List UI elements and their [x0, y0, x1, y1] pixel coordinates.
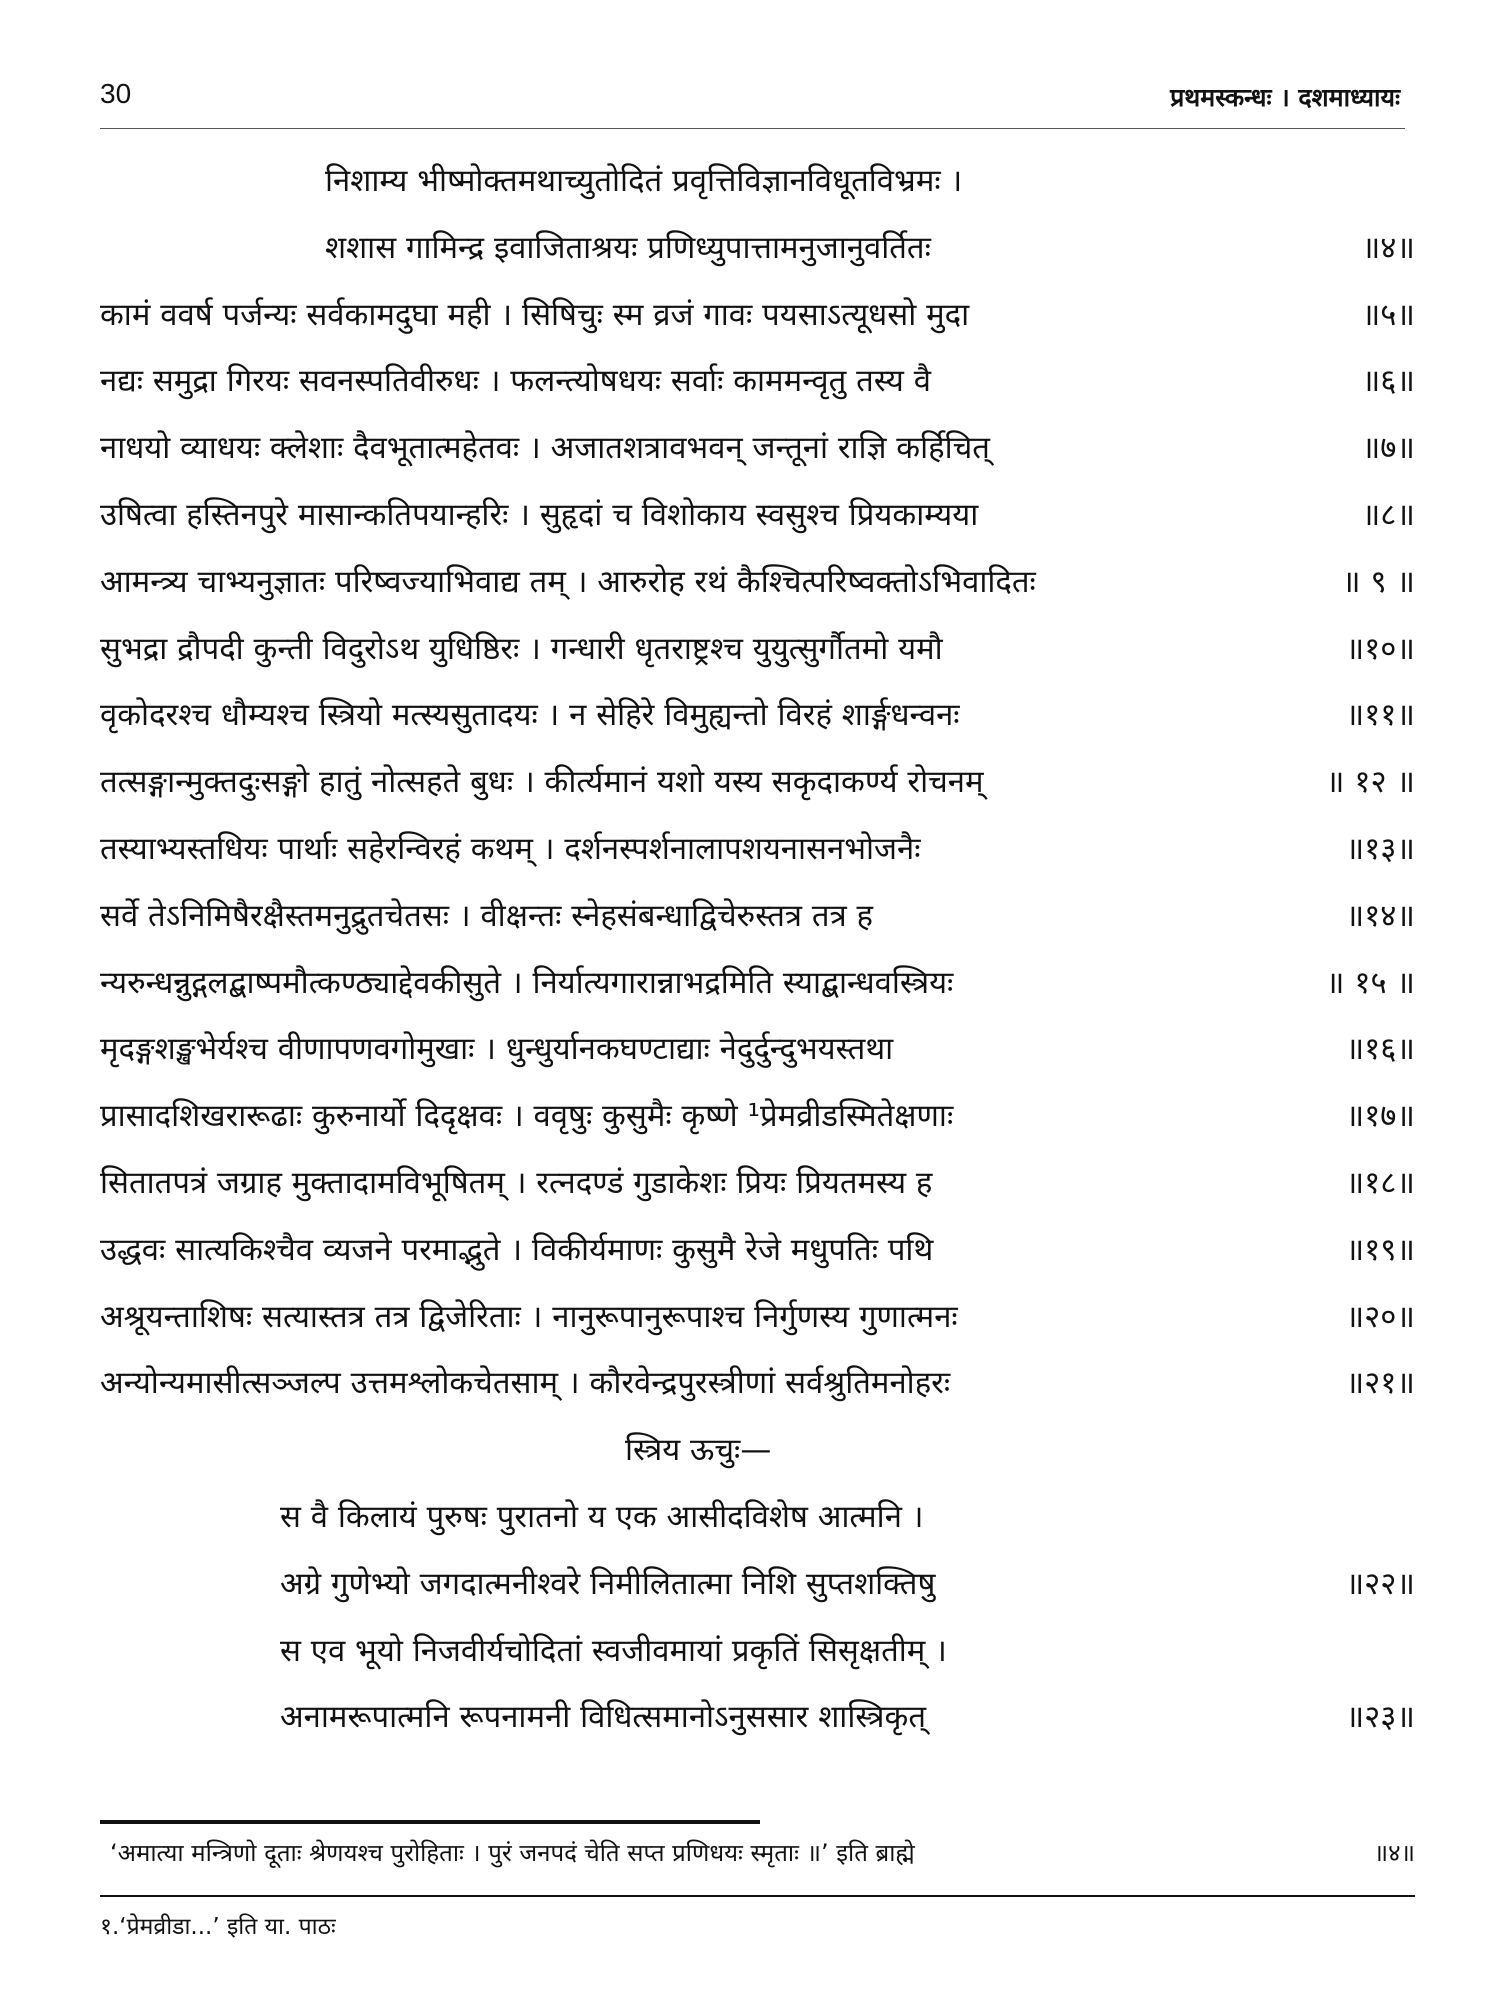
verse-text: सर्वे तेऽनिमिषैरक्षैस्तमनुद्रुतचेतसः । वीक्षन्तः स्नेहसंबन्धाद्विचेरुस्तत्र तत्र ह	[100, 897, 873, 934]
footnote-quote	[110, 1830, 1415, 1876]
stuti-line	[100, 1618, 1415, 1685]
verse-line	[100, 282, 1415, 349]
verse-text: सितातपत्रं जग्राह मुक्तादामविभूषितम् । रत्नदण्डं गुडाकेशः प्रियः प्रियतमस्य ह	[100, 1164, 933, 1201]
verse-text: स वै किलायं पुरुषः पुरातनो य एक आसीदविशेष आत्मनि ।	[280, 1498, 924, 1535]
verse-line	[100, 549, 1415, 616]
verse-line	[100, 1083, 1415, 1150]
verse-number: ॥५॥	[1361, 296, 1415, 333]
verse-number: ॥१०॥	[1345, 630, 1415, 667]
verse-text: तत्सङ्गान्मुक्तदुःसङ्गो हातुं नोत्सहते बुधः । कीर्त्यमानं यशो यस्य सकृदाकर्ण्य रोचनम्	[100, 764, 984, 801]
speaker-text: स्त्रिय ऊचुः—	[625, 1432, 772, 1469]
verse-text: मृदङ्गशङ्खभेर्यश्च वीणापणवगोमुखाः । धुन्धुर्यानकघण्टाद्याः नेदुर्दुन्दुभयस्तथा	[100, 1031, 894, 1068]
verse-line	[100, 816, 1415, 883]
verse-number: ॥ १२ ॥	[1325, 764, 1415, 801]
verse-number: ॥११॥	[1345, 697, 1415, 734]
verse-number: ॥१४॥	[1345, 897, 1415, 934]
footnote-text: ‘अमात्या मन्त्रिणो दूताः श्रेणयश्च पुरोहिताः । पुरं जनपदं चेति सप्त प्रणिधयः स्मृताः ॥’ इति ब्राह्मे	[110, 1839, 915, 1867]
verse-line	[100, 1350, 1415, 1417]
verse-text: वृकोदरश्च धौम्यश्च स्त्रियो मत्स्यसुतादयः । न सेहिरे विमुह्यन्तो विरहं शार्ङ्गधन्वनः	[100, 697, 960, 734]
verse-line	[100, 1284, 1415, 1351]
verse-line	[100, 482, 1415, 549]
verse-line	[100, 950, 1415, 1017]
verse-line	[100, 148, 1415, 215]
footnote-rule-short	[100, 1820, 760, 1824]
verse-text: तस्याभ्यस्तधियः पार्थाः सहेरन्विरहं कथम् । दर्शनस्पर्शनालापशयनासनभोजनैः	[100, 830, 921, 867]
verse-number: ॥६॥	[1361, 363, 1415, 400]
verse-number: ॥२०॥	[1345, 1298, 1415, 1335]
verse-number: ॥४॥	[1361, 229, 1415, 266]
verse-text: अग्रे गुणेभ्यो जगदात्मनीश्वरे निमीलितात्मा निशि सुप्तशक्तिषु	[280, 1565, 936, 1602]
verse-number: ॥१६॥	[1345, 1031, 1415, 1068]
verse-text: निशाम्य भीष्मोक्तमथाच्युतोदितं प्रवृत्तिविज्ञानविधूतविभ्रमः ।	[325, 163, 963, 199]
verse-text: अनामरूपात्मनि रूपनामनी विधित्समानोऽनुससार शास्त्रिकृत्	[280, 1699, 926, 1736]
verse-number: ॥२३॥	[1345, 1699, 1415, 1736]
page-number: 30	[100, 78, 132, 109]
verse-text: अन्योन्यमासीत्सञ्जल्प उत्तमश्लोकचेतसाम् । कौरवेन्द्रपुरस्त्रीणां सर्वश्रुतिमनोहरः	[100, 1365, 951, 1402]
verse-text: सुभद्रा द्रौपदी कुन्ती विदुरोऽथ युधिष्ठिरः । गन्धारी धृतराष्ट्रश्च युयुत्सुर्गौतमो यमौ	[100, 630, 943, 667]
verse-block	[100, 148, 1415, 1751]
verse-number: ॥१८॥	[1345, 1164, 1415, 1201]
verse-number: ॥१३॥	[1345, 830, 1415, 867]
verse-number: ॥ १५ ॥	[1325, 964, 1415, 1001]
verse-number: ॥१७॥	[1345, 1098, 1415, 1135]
header-rule	[100, 128, 1405, 129]
verse-number: ॥७॥	[1361, 430, 1415, 467]
running-head: प्रथमस्कन्धः । दशमाध्यायः	[1170, 83, 1400, 112]
footnote-rule-long	[100, 1895, 1415, 1897]
verse-line	[100, 1217, 1415, 1284]
footnote-number: ॥४॥	[1373, 1839, 1415, 1867]
verse-line	[100, 348, 1415, 415]
footnote-variant-reading: १.‘प्रेमव्रीडा...’ इति या. पाठः	[100, 1914, 336, 1940]
verse-number: ॥८॥	[1361, 496, 1415, 533]
verse-text: उद्धवः सात्यकिश्चैव व्यजने परमाद्भुते । विकीर्यमाणः कुसुमै रेजे मधुपतिः पथि	[100, 1231, 934, 1268]
verse-line	[100, 616, 1415, 683]
verse-line	[100, 415, 1415, 482]
verse-text: कामं ववर्ष पर्जन्यः सर्वकामदुघा मही । सिषिचुः स्म व्रजं गावः पयसाऽत्यूधसो मुदा	[100, 296, 970, 333]
verse-line	[100, 749, 1415, 816]
verse-number: ॥ ९ ॥	[1342, 563, 1415, 600]
verse-text: शशास गामिन्द्र इवाजिताश्रयः प्रणिध्युपात्तामनुजानुवर्तितः	[325, 229, 931, 266]
verse-text: उषित्वा हस्तिनपुरे मासान्कतिपयान्हरिः । सुहृदां च विशोकाय स्वसुश्च प्रियकाम्यया	[100, 496, 979, 533]
verse-text: नद्यः समुद्रा गिरयः सवनस्पतिवीरुधः । फलन्त्योषधयः सर्वाः काममन्वृतु तस्य वै	[100, 363, 931, 400]
verse-number: ॥२१॥	[1345, 1365, 1415, 1402]
verse-line	[100, 883, 1415, 950]
verse-line	[100, 1150, 1415, 1217]
verse-number: ॥२२॥	[1345, 1565, 1415, 1602]
verse-text: अश्रूयन्ताशिषः सत्यास्तत्र तत्र द्विजेरिताः । नानुरूपानुरूपाश्च निर्गुणस्य गुणात्मनः	[100, 1298, 958, 1335]
stuti-line	[100, 1484, 1415, 1551]
page-header	[100, 68, 1400, 128]
verse-text: न्यरुन्धन्नुद्गलद्बाष्पमौत्कण्ठ्याद्देवकीसुते । निर्यात्यगारान्नाभद्रमिति स्याद्बान्धवस्त्रियः	[100, 964, 954, 1001]
verse-line	[100, 215, 1415, 282]
verse-line	[100, 1016, 1415, 1083]
verse-text: आमन्त्र्य चाभ्यनुज्ञातः परिष्वज्याभिवाद्य तम् । आरुरोह रथं कैश्चित्परिष्वक्तोऽभिवादितः	[100, 563, 1036, 600]
stuti-line	[100, 1551, 1415, 1618]
verse-line	[100, 682, 1415, 749]
verse-number: ॥१९॥	[1345, 1231, 1415, 1268]
verse-text: प्रासादशिखरारूढाः कुरुनार्यो दिदृक्षवः । ववृषुः कुसुमैः कृष्णे ¹प्रेमव्रीडस्मितेक्षणाः	[100, 1098, 954, 1135]
stuti-line	[100, 1684, 1415, 1751]
verse-text: नाधयो व्याधयः क्लेशाः दैवभूतात्महेतवः । अजातशत्रावभवन् जन्तूनां राज्ञि कर्हिचित्	[100, 430, 990, 467]
speaker-heading	[100, 1417, 1415, 1484]
verse-text: स एव भूयो निजवीर्यचोदितां स्वजीवमायां प्रकृतिं सिसृक्षतीम् ।	[280, 1632, 947, 1669]
